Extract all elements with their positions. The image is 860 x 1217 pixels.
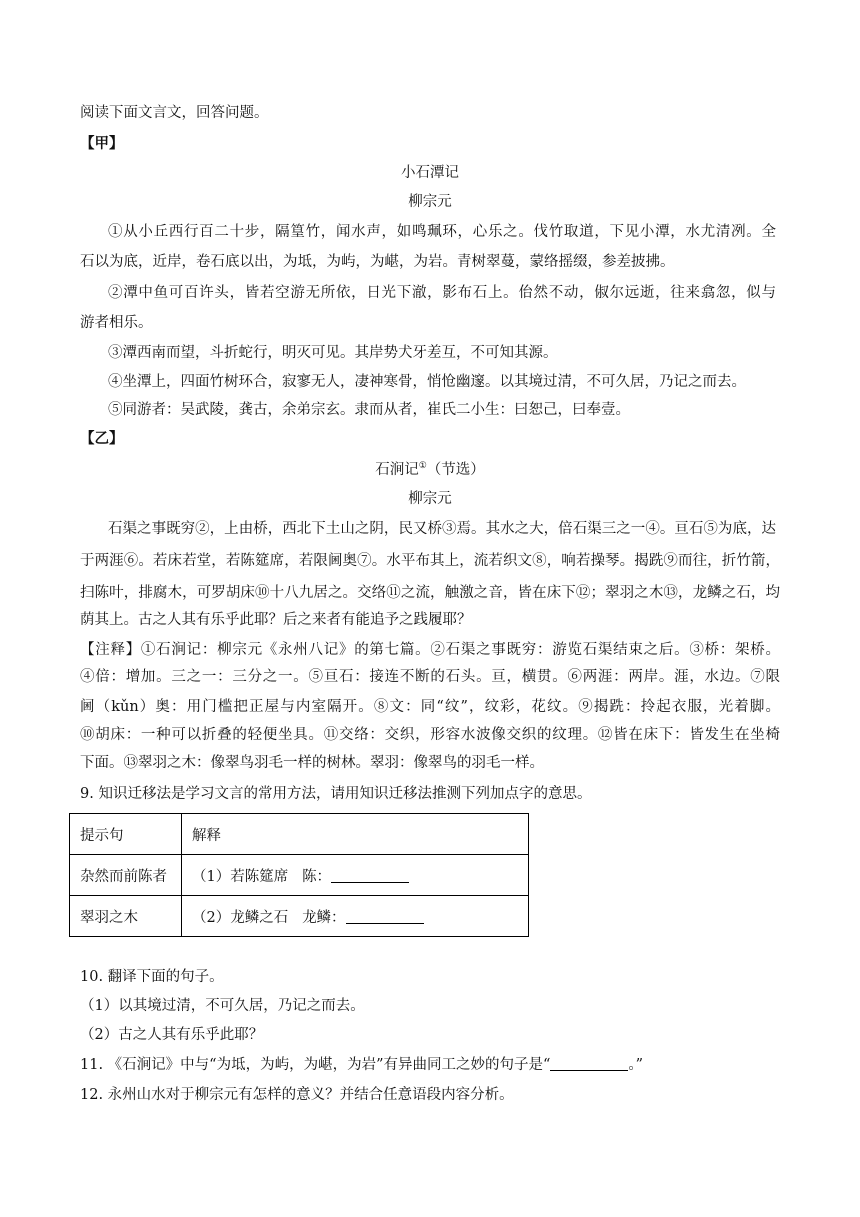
explanation-label-2: 龙鳞： bbox=[302, 909, 346, 926]
yi-line-2: 于两涯⑥。若床若堂，若陈筵席，若限阃奥⑦。水平布其上，流若织文⑧，响若操琴。揭跣⑨而往，折竹箭， bbox=[80, 553, 780, 569]
explanation-sentence-1: （1）若陈筵席 bbox=[192, 868, 289, 885]
explanation-cell-2 bbox=[182, 896, 529, 937]
table-header-hint: 提示句 bbox=[70, 814, 182, 855]
jia-paragraph-2-line-1: ②潭中鱼可百许头，皆若空游无所依，日光下澈，影布石上。佁然不动，俶尔远逝，往来翕忽，似与 bbox=[108, 285, 776, 301]
hint-sentence-1: 杂然而前陈者 bbox=[70, 855, 182, 896]
notes-line-2: ④倍：增加。三之一：三分之一。⑤亘石：接连不断的石头。亘，横贯。⑥两涯：两岸。涯，水边。⑦限 bbox=[80, 669, 780, 685]
jia-paragraph-5: ⑤同游者：吴武陵，龚古，余弟宗玄。隶而从者，崔氏二小生：曰恕己，曰奉壹。 bbox=[108, 402, 630, 418]
table-row bbox=[70, 896, 529, 937]
answer-blank-1[interactable] bbox=[331, 868, 409, 883]
table-row bbox=[70, 855, 529, 896]
yi-line-4: 荫其上。古之人其有乐乎此耶？后之来者有能追予之践履耶？ bbox=[80, 612, 472, 628]
jia-paragraph-4: ④坐潭上，四面竹树环合，寂寥无人，凄神寒骨，悄怆幽邃。以其境过清，不可久居，乃记之而去。 bbox=[108, 374, 746, 390]
question-10-sentence-1: （1）以其境过清，不可久居，乃记之而去。 bbox=[80, 998, 365, 1014]
passage-author-jia: 柳宗元 bbox=[408, 194, 452, 210]
table-header-row bbox=[70, 814, 529, 855]
question-10-stem: 10. 翻译下面的句子。 bbox=[80, 969, 224, 985]
question-9-table bbox=[69, 813, 529, 937]
instruction: 阅读下面文言文，回答问题。 bbox=[80, 105, 269, 121]
notes-line-1: 【注释】①石涧记：柳宗元《永州八记》的第七篇。②石渠之事既穷：游览石渠结束之后。③桥：架桥。 bbox=[80, 642, 780, 658]
question-9-stem: 9. 知识迁移法是学习文言的常用方法，请用知识迁移法推测下列加点字的意思。 bbox=[80, 786, 592, 802]
explanation-label-1: 陈： bbox=[302, 868, 332, 885]
explanation-cell-1 bbox=[182, 855, 529, 896]
section-label-jia: 【甲】 bbox=[80, 135, 124, 152]
notes-line-5: 下面。⑬翠羽之木：像翠鸟羽毛一样的树林。翠羽：像翠鸟的羽毛一样。 bbox=[80, 755, 544, 771]
answer-blank-2[interactable] bbox=[346, 909, 424, 924]
passage-author-yi: 柳宗元 bbox=[408, 491, 452, 507]
section-label-yi: 【乙】 bbox=[80, 430, 124, 447]
question-10-sentence-2: （2）古之人其有乐乎此耶？ bbox=[80, 1027, 264, 1043]
answer-blank-3[interactable] bbox=[550, 1056, 628, 1071]
jia-paragraph-3: ③潭西南而望，斗折蛇行，明灭可见。其岸势犬牙差互，不可知其源。 bbox=[108, 345, 558, 361]
notes-line-3: 阃（kǔn）奥：用门槛把正屋与内室隔开。⑧文：同“纹”，纹彩，花纹。⑨揭跣：拎起衣服，光着脚。 bbox=[80, 699, 780, 715]
jia-paragraph-1-line-2: 石以为底，近岸，卷石底以出，为坻，为屿，为嵁，为岩。青树翠蔓，蒙络摇缀，参差披拂。 bbox=[80, 254, 675, 270]
jia-paragraph-1-line-1: ①从小丘西行百二十步，隔篁竹，闻水声，如鸣珮环，心乐之。伐竹取道，下见小潭，水尤清冽。全 bbox=[108, 224, 776, 240]
passage-title-yi: 石涧记①（节选） bbox=[375, 461, 485, 478]
jia-paragraph-2-line-2: 游者相乐。 bbox=[80, 315, 153, 331]
yi-line-1: 石渠之事既穷②，上由桥，西北下土山之阴，民又桥③焉。其水之大，倍石渠三之一④。亘石⑤为底，达 bbox=[108, 521, 776, 537]
table-header-explanation: 解释 bbox=[182, 814, 529, 855]
explanation-sentence-2: （2）龙鳞之石 bbox=[192, 909, 289, 926]
yi-line-3: 扫陈叶，排腐木，可罗胡床⑩十八九居之。交络⑪之流，触激之音，皆在床下⑫；翠羽之木⑬，龙鳞之石，均 bbox=[80, 585, 780, 601]
notes-line-4: ⑩胡床：一种可以折叠的轻便坐具。⑪交络：交织，形容水波像交织的纹理。⑫皆在床下：皆发生在坐椅 bbox=[80, 727, 780, 743]
passage-title-jia: 小石潭记 bbox=[401, 165, 459, 181]
question-11: 11. 《石涧记》中与“为坻，为屿，为嵁，为岩”有异曲同工之妙的句子是“ 。” bbox=[80, 1057, 644, 1073]
question-12: 12. 永州山水对于柳宗元有怎样的意义？并结合任意语段内容分析。 bbox=[80, 1087, 514, 1103]
hint-sentence-2: 翠羽之木 bbox=[70, 896, 182, 937]
